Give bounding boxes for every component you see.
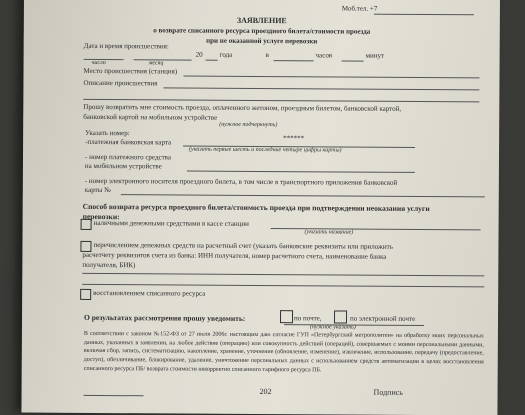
minutes-label: минут — [365, 51, 385, 60]
request-line-2: банковской картой на мобильном устройстве — [83, 112, 218, 122]
notification-label: О результатах рассмотрения прошу уведомить: — [83, 312, 246, 323]
restore-checkbox[interactable] — [80, 289, 91, 300]
year-field[interactable] — [206, 60, 218, 61]
year-suffix: года — [219, 50, 233, 59]
payment-device-field[interactable] — [187, 171, 415, 173]
refund-method-title: Способ возврата ресурса проездного билета/стоимость проезда при подтверждении неоказания услуги — [82, 201, 430, 214]
form-subtitle-1: о возврате списанного ресурса проездного билета/стоимости проезда — [153, 26, 371, 36]
refund-method-title-2: перевозки: — [82, 211, 120, 222]
notification-hint: (нужное указать) — [309, 324, 356, 331]
place-label: Место происшествия (станция) — [83, 66, 178, 76]
station-field[interactable] — [271, 228, 481, 230]
minutes-field[interactable] — [342, 60, 364, 61]
signature-label: Подпись — [373, 387, 403, 397]
station-hint: (указать название) — [304, 229, 354, 236]
request-line-1: Прошу возвратить мне стоимость проезда, оплаченного жетоном, проездным билетом, банковской картой, — [83, 102, 402, 113]
cash-option-label: наличными денежными средствами в кассе станции — [93, 218, 249, 228]
phone-label: Моб.тел. +7 — [341, 4, 378, 13]
underline-hint: (нужное подчеркнуть) — [219, 121, 278, 129]
datetime-label: Дата и время происшествия: — [83, 41, 169, 51]
payment-device-label-1: - номер платежного средства — [84, 152, 172, 162]
month-caption: месяц — [148, 60, 164, 67]
card-hint: (указать первые шесть и последние четыре цифры карты) — [189, 146, 342, 154]
form-title: ЗАЯВЛЕНИЕ — [236, 15, 287, 26]
email-checkbox[interactable] — [334, 310, 347, 323]
carrier-number-label-1: - номер электронного носителя проездного билета, в том числе в транспортного приложения банковской — [84, 176, 398, 187]
description-field-1[interactable] — [163, 87, 479, 90]
payment-device-label-2: на мобильном устройстве — [84, 161, 162, 171]
bank-card-label: -платежная банковская карта — [85, 137, 172, 147]
bank-details-field-1[interactable] — [82, 273, 484, 276]
description-label: Описание происшествия — [83, 78, 158, 88]
email-option-label: по электронной почте — [349, 314, 416, 323]
footer-date-field[interactable] — [84, 395, 144, 396]
day-caption: число — [91, 59, 106, 67]
transfer-option-line-3: получателя, БИК) — [82, 260, 136, 270]
application-form-sheet — [21, 0, 500, 415]
cash-checkbox[interactable] — [81, 219, 92, 230]
hours-field[interactable] — [274, 60, 314, 61]
place-field[interactable] — [183, 76, 479, 79]
year-prefix: 20 — [195, 50, 203, 59]
consent-text: В соответствии с законом №152-ФЗ от 27 июля 2006г. настоящим даю согласие ГУП «Петербургский метрополитен» на обработку моих персональных данных, указанных в заявлении, на любое действие (операцию) или совокупность действий (операций), совершаемых с моими персональными данными, включая сбор, запись, систематизацию, накопление, хранение, уточнение (обновление, изменение), извлечение, использование, передачу (предоставление, доступ), обезличивание, блокирование, удаление, уничтожение персональных данных с использованием средств автоматизации в целях восстановления списанного ресурса ПБ/ возврата стоимости некорректно списанного тарифного ресурса ПБ. — [83, 330, 484, 374]
hours-label: часов — [315, 51, 333, 60]
specify-number-label: Указать номер: — [85, 128, 130, 138]
card-mask: ****** — [283, 134, 305, 143]
phone-line[interactable] — [374, 14, 474, 16]
carrier-number-label-2: карты № — [84, 185, 111, 195]
form-subtitle-2: при не оказанной услуге перевозки — [206, 36, 318, 46]
restore-option-label: восстановлением списанного ресурса — [93, 288, 206, 298]
post-checkbox[interactable] — [280, 310, 293, 323]
transfer-option-line-2: расчетчету реквизитов счета из банка: ИНН получателя, номер расчетного счета, наименование банка — [82, 250, 387, 261]
footer-year-prefix: 202 — [259, 386, 272, 397]
post-option-label: по почте, — [293, 314, 322, 323]
bank-details-field-2[interactable] — [82, 284, 484, 287]
transfer-option-line-1: перечислением денежных средств на расчетный счет (указать банковские реквизиты или приложить — [93, 240, 393, 251]
carrier-number-field[interactable] — [121, 194, 485, 197]
description-field-2[interactable] — [83, 99, 479, 102]
in-label: в — [265, 51, 269, 60]
